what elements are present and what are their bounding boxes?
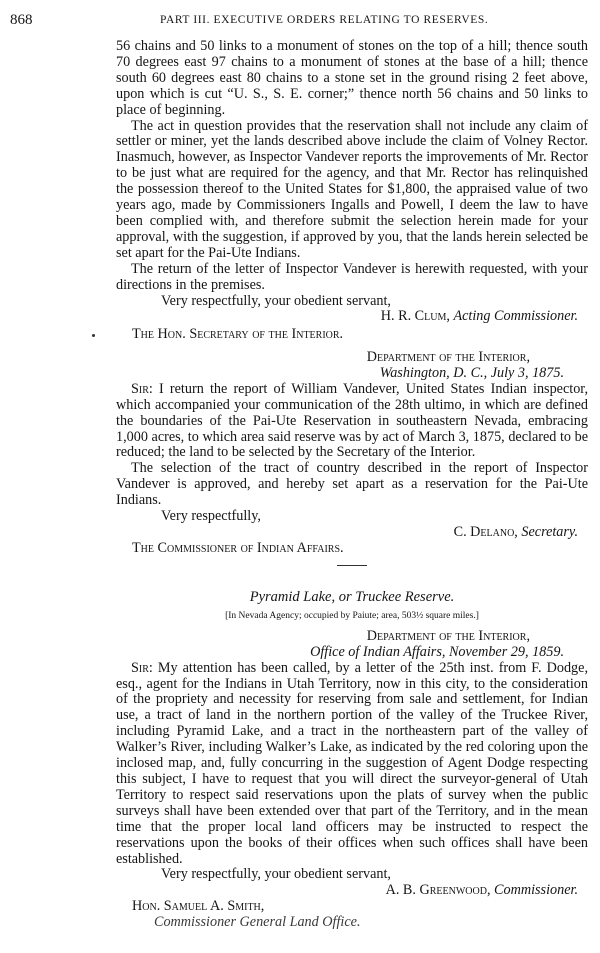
signer-name: A. B. Greenwood,	[385, 882, 491, 899]
body-paragraph: Sir: I return the report of William Vandever, United States Indian inspector, which accompanied your communication of the 28th ultimo, in which are defined the boundaries of the Pai-Ute Reservation in southeastern Nevada, embracing 1,000 acres, to which area said reserve was by act of March 3, 1875, declared to be reduced; the land to be selected by the Secretary of the Interior.	[116, 380, 588, 461]
signer-title: Acting Commissioner.	[453, 308, 578, 325]
closing: Very respectfully, your obedient servant,	[161, 866, 391, 883]
margin-mark	[92, 334, 95, 337]
closing: Very respectfully,	[161, 508, 261, 525]
signature	[116, 309, 588, 325]
salutation: Sir:	[131, 380, 153, 397]
letter-clum	[116, 39, 588, 343]
section-title: Pyramid Lake, or Truckee Reserve.	[249, 589, 455, 605]
addressee: The Commissioner of Indian Affairs.	[132, 539, 344, 556]
letter-delano	[116, 350, 588, 580]
boundary-description: 56 chains and 50 links to a monument of stones on the top of a hill; thence south 70 degrees east 97 chains to a monument of stones at the base of a hill; thence south 60 degrees east 80 chains to a stone set in the ground rising 2 feet above, upon which is cut “U. S., S. E. corner;” thence north 56 chains and 50 links to place of beginning.	[116, 38, 588, 118]
signer-name: C. Delano,	[453, 523, 518, 540]
body-paragraph: The return of the letter of Inspector Vandever is herewith requested, with your directions in the premises.	[116, 260, 588, 293]
salutation: Sir:	[131, 659, 153, 676]
signer-title: Secretary.	[521, 523, 578, 540]
closing: Very respectfully, your obedient servant,	[161, 292, 391, 309]
page-number: 868	[10, 12, 33, 28]
signer-name: H. R. Clum,	[380, 308, 450, 325]
section-note: [In Nevada Agency; occupied by Paiute; area, 503½ square miles.]	[225, 610, 479, 621]
addressee: The Hon. Secretary of the Interior.	[132, 326, 344, 343]
running-header	[10, 12, 584, 30]
signature	[116, 525, 588, 541]
addressee: Hon. Samuel A. Smith,	[132, 898, 265, 915]
signer-title: Commissioner.	[494, 882, 578, 899]
signature	[116, 883, 588, 899]
letter-greenwood	[116, 590, 588, 931]
place-date: Washington, D. C., July 3, 1875.	[379, 364, 564, 381]
body-paragraph: Sir: My attention has been called, by a letter of the 25th inst. from F. Dodge, esq., agent for the Indians in Utah Territory, now in this city, to the consideration of the propriety and necessity for reserving from sale and settlement, for Indian use, a tract of land in the northern portion of the valley of the Truckee River, including Pyramid Lake, and a tract in the northeastern part of the valley of Walker’s River, including Walker’s Lake, as indicated by the red coloring upon the inclosed map, and, fully concurring in the suggestion of Agent Dodge respecting this subject, I have to request that you will direct the surveyor-general of Utah Territory to respect said reservations upon the plats of survey when the public surveys shall have been extended over that part of the Territory, and in the mean time that the proper local land officers may be instructed to respect the reservations upon the books of their offices when such offices shall have been established.	[116, 659, 588, 867]
department-heading: Department of the Interior,	[366, 349, 530, 365]
body-paragraph: The act in question provides that the reservation shall not include any claim of settler or miner, yet the lands described above include the claim of Volney Rector. Inasmuch, however, as Inspector Vandever reports the improvements of Mr. Rector to be just what are required for the agency, and that Mr. Rector has relinquished the possession thereof to the United States for $1,800, the appraised value of two years ago, made by Commissioners Ingalls and Powell, I deem the law to have been complied with, and therefore submit the selection herein made for your approval, with the suggestion, if approved by you, that the lands herein selected be set apart for the Pai-Ute Indians.	[116, 117, 588, 261]
section-divider	[337, 565, 367, 566]
body-paragraph: The selection of the tract of country described in the report of Inspector Vandever is approved, and hereby set apart as a reservation for the Pai-Ute Indians.	[116, 460, 588, 509]
office-date: Office of Indian Affairs, November 29, 1859.	[310, 643, 564, 660]
department-heading: Department of the Interior,	[366, 627, 530, 644]
addressee-title: Commissioner General Land Office.	[154, 914, 361, 931]
running-title: PART III. EXECUTIVE ORDERS RELATING TO RESERVES.	[160, 14, 489, 26]
